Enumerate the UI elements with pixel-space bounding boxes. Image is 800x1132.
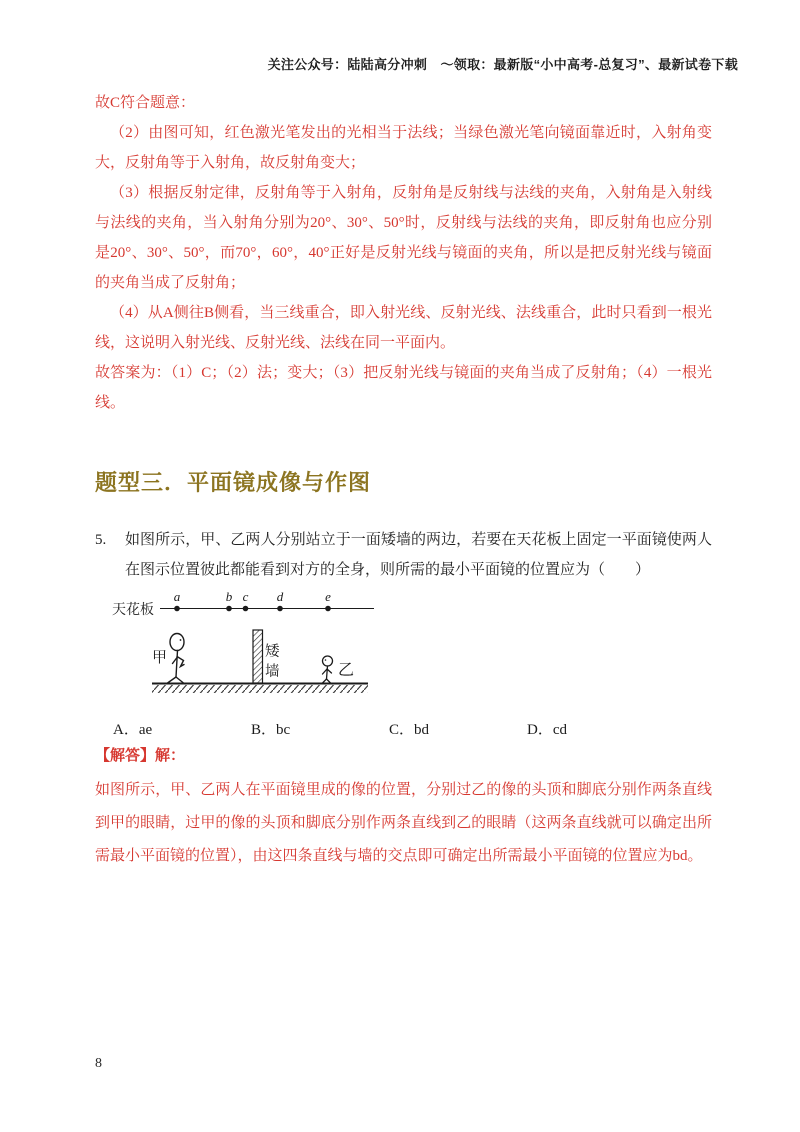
ceiling-point-e	[325, 606, 331, 612]
analysis-paragraph: （2）由图可知，红色激光笔发出的光相当于法线；当绿色激光笔向镜面靠近时，入射角变大，反射角等于入射角，故反射角变大；	[95, 125, 712, 171]
point-label-a: a	[173, 589, 181, 604]
option-b: B．bc	[251, 722, 291, 738]
ground-hatching	[152, 685, 368, 693]
wall-label-top: 矮	[265, 644, 280, 660]
option-c: C．bd	[389, 722, 430, 738]
question-block	[95, 525, 712, 585]
ceiling-label: 天花板	[112, 603, 154, 618]
question-number: 5.	[95, 532, 107, 548]
ceiling-point-c	[243, 606, 249, 612]
page-header-text: 关注公众号：陆陆高分冲刺 ～领取：最新版“小中高考-总复习”、最新试卷下载	[267, 57, 738, 72]
analysis-conclusion: 故答案为：（1）C；（2）法；变大；（3）把反射光线与镜面的夹角当成了反射角；（4）一根光线。	[95, 365, 712, 411]
analysis-paragraph: （4）从A侧往B侧看，当三线重合，即入射光线、反射光线、法线重合，此时只看到一根光线，这说明入射光线、反射光线、法线在同一平面内。	[95, 305, 712, 351]
page-number: 8	[95, 1056, 102, 1071]
solution-text: 如图所示，甲、乙两人在平面镜里成的像的位置，分别过乙的像的头顶和脚底分别作两条直线到甲的眼睛，过甲的像的头顶和脚底分别作两条直线到乙的眼睛（这两条直线就可以确定出所需最小平面镜的位置），由这四条直线与墙的交点即可确定出所需最小平面镜的位置应为bd。	[95, 782, 712, 864]
analysis-block	[95, 88, 712, 418]
section-title: 题型三．平面镜成像与作图	[95, 470, 372, 495]
short-wall	[253, 630, 263, 683]
option-a: A．ae	[113, 722, 153, 738]
option-d: D．cd	[527, 722, 567, 738]
ceiling-point-d	[277, 606, 283, 612]
point-label-e: e	[325, 589, 331, 604]
answer-options	[113, 718, 665, 742]
solution-tag: 【解答】解：	[95, 748, 186, 764]
stick-figure-right	[323, 656, 333, 683]
point-label-c: c	[242, 589, 249, 604]
left-person-label: 甲	[152, 650, 168, 666]
ceiling-point-a	[174, 606, 180, 612]
wall-label-bottom: 墙	[265, 664, 280, 680]
question-text: 如图所示，甲、乙两人分别站立于一面矮墙的两边，若要在天花板上固定一平面镜使两人在图示位置彼此都能看到对方的全身，则所需的最小平面镜的位置应为（ ）	[125, 532, 712, 578]
ceiling-point-b	[226, 606, 232, 612]
point-label-b: b	[225, 589, 233, 604]
analysis-paragraph: （3）根据反射定律，反射角等于入射角，反射角是反射线与法线的夹角，入射角是入射线与法线的夹角，当入射角分别为20°、30°、50°时，反射线与法线的夹角，即反射角也应分别是20°、30°、50°，而70°，60°，40°正好是反射光线与镜面的夹角，所以是把反射光线与镜面的夹角当成了反射角；	[95, 185, 712, 291]
right-person-label: 乙	[338, 662, 355, 679]
stick-figure-left	[168, 634, 185, 684]
point-label-d: d	[276, 589, 284, 604]
analysis-paragraph: 故C符合题意：	[95, 95, 196, 111]
question-figure	[105, 586, 385, 708]
